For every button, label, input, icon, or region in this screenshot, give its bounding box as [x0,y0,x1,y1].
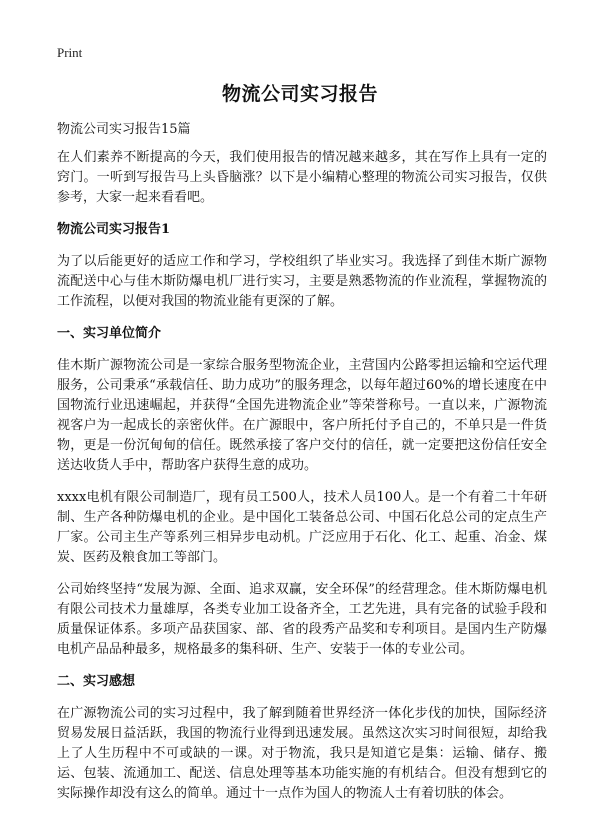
print-label: Print [57,45,83,60]
document-body [57,120,547,816]
section-heading: 物流公司实习报告1 [57,222,171,237]
intro-paragraph: 在人们素养不断提高的今天，我们使用报告的情况越来越多，其在写作上具有一定的窍门。一听到写报告马上头昏脑涨？以下是小编精心整理的物流公司实习报告，仅供参考，大家一起来看看吧。 [57,150,547,205]
heading-internship-unit: 一、实习单位简介 [57,326,162,341]
document-subtitle: 物流公司实习报告15篇 [57,122,191,137]
paragraph-2: 佳木斯广源物流公司是一家综合服务型物流企业，主营国内公路零担运输和空运代理服务，公司秉承“承载信任、助力成功”的服务理念，以每年超过60%的增长速度在中国物流行业迅速崛起，并获得“全国先进物流企业”等荣誉称号。一直以来，广源物流视客户为一起成长的亲密伙伴。在广源眼中，客户所托付予自己的，不单只是一件货物，更是一份沉甸甸的信任。既然承接了客户交付的信任，就一定要把这份信任安全送达收货人手中，帮助客户获得生意的成功。 [57,358,547,473]
document-title: 物流公司实习报告 [221,83,378,105]
paragraph-1: 为了以后能更好的适应工作和学习，学校组织了毕业实习。我选择了到佳木斯广源物流配送中心与佳木斯防爆电机厂进行实习，主要是熟悉物流的作业流程，掌握物流的工作流程，以便对我国的物流业能有更深的了解。 [57,254,547,309]
paragraph-3: xxxx电机有限公司制造厂，现有员工500人，技术人员100人。是一个有着二十年研制、生产各种防爆电机的企业。是中国化工装备总公司、中国石化总公司的定点生产厂家。公司主生产等系列三相异步电动机。广泛应用于石化、化工、起重、冶金、煤炭、医药及粮食加工等部门。 [57,490,547,565]
paragraph-4: 公司始终坚持“发展为源、全面、追求双赢，安全环保”的经营理念。佳木斯防爆电机有限公司技术力量雄厚，各类专业加工设备齐全，工艺先进，具有完备的试验手段和质量保证体系。多项产品获国家、部、省的段秀产品奖和专利项目。是国内生产防爆电机产品品种最多，规格最多的集科研、生产、安装于一体的专业公司。 [57,582,547,657]
heading-internship-reflection: 二、实习感想 [57,674,136,689]
paragraph-5: 在广源物流公司的实习过程中，我了解到随着世界经济一体化步伐的加快，国际经济贸易发展日益活跃，我国的物流行业得到迅速发展。虽然这次实习时间很短，却给我上了人生历程中不可或缺的一课。对于物流，我只是知道它是集：运输、储存、搬运、包装、流通加工、配送、信息处理等基本功能实施的有机结合。但没有想到它的实际操作却没有这么的简单。通过十一点作为国人的物流人士有着切肤的体会。 [57,706,547,801]
